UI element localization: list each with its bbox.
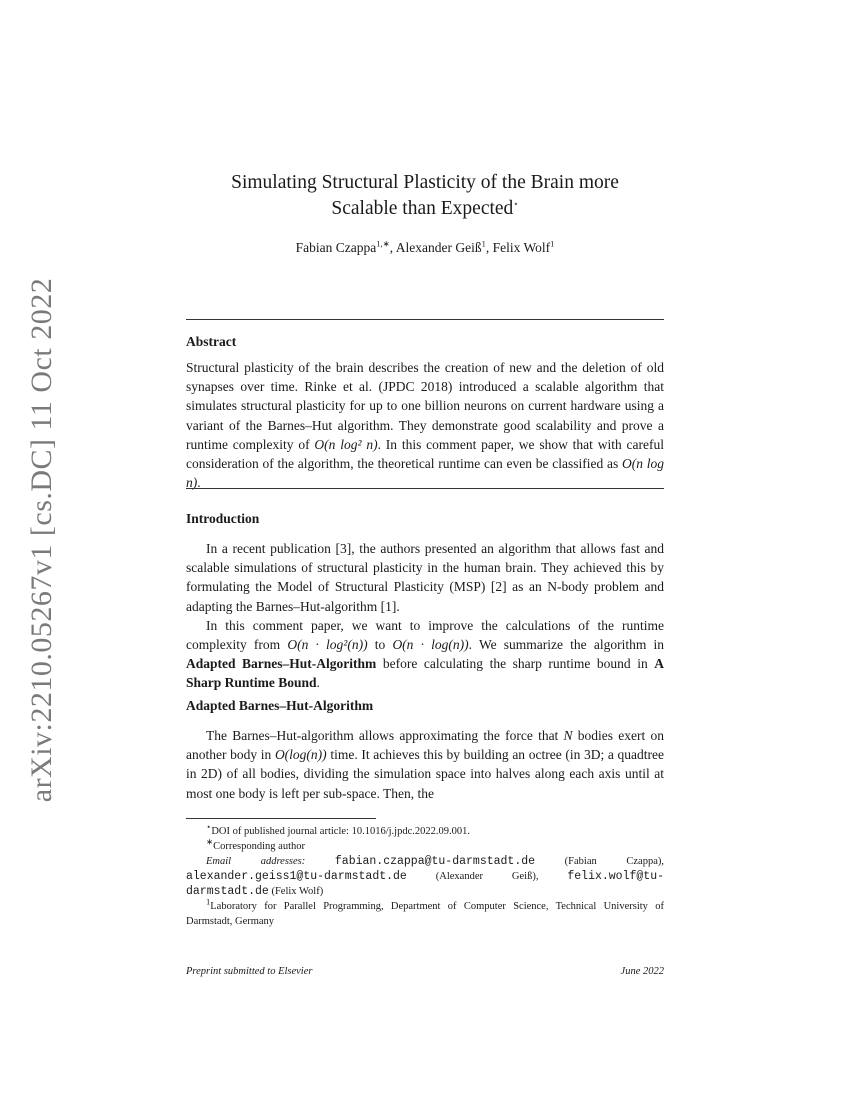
intro-p2-math-1: O(n · log²(n)) (287, 637, 368, 653)
abstract-text-2: . In this comment paper, we show that with careful consideration of the algorithm, the theoretical runtime can even be classified as (186, 436, 664, 472)
email-link-3[interactable]: felix.wolf@tu-darmstadt.de (186, 870, 664, 898)
footer-date: June 2022 (620, 966, 664, 977)
author-sep: , (485, 240, 493, 255)
introduction-paragraph-2 (186, 616, 664, 693)
author-sep: , (389, 240, 396, 255)
arxiv-identifier: arXiv:2210.05267v1 [cs.DC] 11 Oct 2022 (25, 277, 58, 803)
abstract-top-rule (186, 319, 664, 320)
section-link-adapted[interactable]: Adapted Barnes–Hut-Algorithm (186, 656, 377, 672)
adapted-section (186, 698, 664, 803)
paper-title (186, 170, 664, 222)
abstract-math-1: O(n log² n) (314, 436, 378, 452)
intro-p2-c: . We summarize the algorithm in (468, 637, 664, 653)
adapted-paragraph-1 (186, 726, 664, 803)
abstract-text (186, 358, 664, 492)
title-star-mark: ⋆ (513, 198, 519, 209)
intro-p2-b: to (367, 637, 393, 653)
footnote-star-mark: ⋆ (206, 821, 212, 832)
abstract-bottom-rule (186, 488, 664, 489)
email-1-name: (Fabian Czappa), (535, 856, 664, 867)
page-footer (186, 966, 664, 977)
adapted-p1-math-2: O(log(n)) (274, 747, 327, 763)
footnote-rule (186, 818, 376, 819)
adapted-p1-c: time. It achieves this by building an octree (in 3D; a quadtree in 2D) of all bodies, dividing the simulation space into halves along each axis until at most one body is left per sub-space. Then, the (186, 747, 664, 801)
intro-p2-math-2: O(n · log(n)) (392, 637, 469, 653)
footnote-affiliation (186, 896, 664, 929)
title-line-2-text: Scalable than Expected (331, 198, 514, 219)
footnotes (186, 821, 664, 929)
abstract-text-1: Structural plasticity of the brain describes the creation of new and the deletion of old synapses over time. Rinke et al. (JPDC 2018) introduced a scalable algorithm that simulates structural plasticity for up to one billion neurons on current hardware using a variant of the Barnes–Hut algorithm. They demonstrate good scalability and prove a runtime complexity of (186, 360, 664, 452)
title-line-2 (186, 196, 664, 222)
email-2-name: (Alexander Geiß), (406, 871, 568, 882)
footer-preprint: Preprint submitted to Elsevier (186, 966, 313, 977)
intro-p2-d: before calculating the sharp runtime bound in (376, 656, 655, 672)
author-3: Felix Wolf (492, 240, 551, 255)
footnote-corr-text: Corresponding author (213, 841, 305, 852)
author-2-sup: 1 (481, 238, 486, 249)
section-link-sharp-bound[interactable]: A Sharp Runtime Bound (186, 656, 664, 691)
introduction-paragraph-1: In a recent publication [3], the authors presented an algorithm that allows fast and scalable simulations of structural plasticity in the human brain. They achieved this by formulating the Model of Structural Plasticity (MSP) [2] as an N-body problem and adapting the Barnes–Hut-algorithm [1]. (186, 541, 664, 614)
introduction-heading: Introduction (186, 511, 260, 526)
footnote-doi-text: DOI of published journal article: 10.1016/j.jpdc.2022.09.001. (211, 826, 470, 837)
email-link-1[interactable]: fabian.czappa@tu-darmstadt.de (334, 855, 536, 868)
adapted-p1-b: bodies exert on another body in (186, 728, 664, 763)
abstract-math-2: O(n log n) (186, 456, 664, 491)
footnote-corresponding (186, 836, 664, 854)
author-list (186, 240, 664, 256)
abstract-text-3: . (197, 475, 201, 491)
author-3-sup: 1 (550, 238, 555, 249)
abstract-heading: Abstract (186, 334, 237, 349)
footnote-aff-text: Laboratory for Parallel Programming, Department of Computer Science, Technical University of Darmstadt, Germany (186, 901, 664, 927)
footnote-corr-mark: ∗ (206, 836, 214, 847)
intro-p2-e: . (316, 675, 320, 691)
adapted-p1-a: The Barnes–Hut-algorithm allows approximating the force that (206, 728, 564, 743)
footnote-aff-mark: 1 (206, 896, 211, 907)
email-3-name: (Felix Wolf) (268, 886, 324, 897)
footnote-doi (186, 821, 664, 839)
author-1: Fabian Czappa (295, 240, 377, 255)
adapted-heading: Adapted Barnes–Hut-Algorithm (186, 698, 374, 713)
intro-p2-a: In this comment paper, we want to improve the calculations of the runtime complexity from (186, 617, 664, 653)
abstract-section (186, 334, 664, 492)
title-line-1: Simulating Structural Plasticity of the Brain more (231, 172, 619, 193)
email-link-2[interactable]: alexander.geiss1@tu-darmstadt.de (186, 870, 407, 883)
author-2: Alexander Geiß (395, 240, 482, 255)
email-label: Email addresses: (206, 856, 306, 867)
adapted-p1-math-1: N (563, 728, 573, 743)
footnote-emails (186, 854, 664, 899)
introduction-section (186, 511, 664, 693)
author-1-sup: 1,∗ (376, 238, 390, 249)
